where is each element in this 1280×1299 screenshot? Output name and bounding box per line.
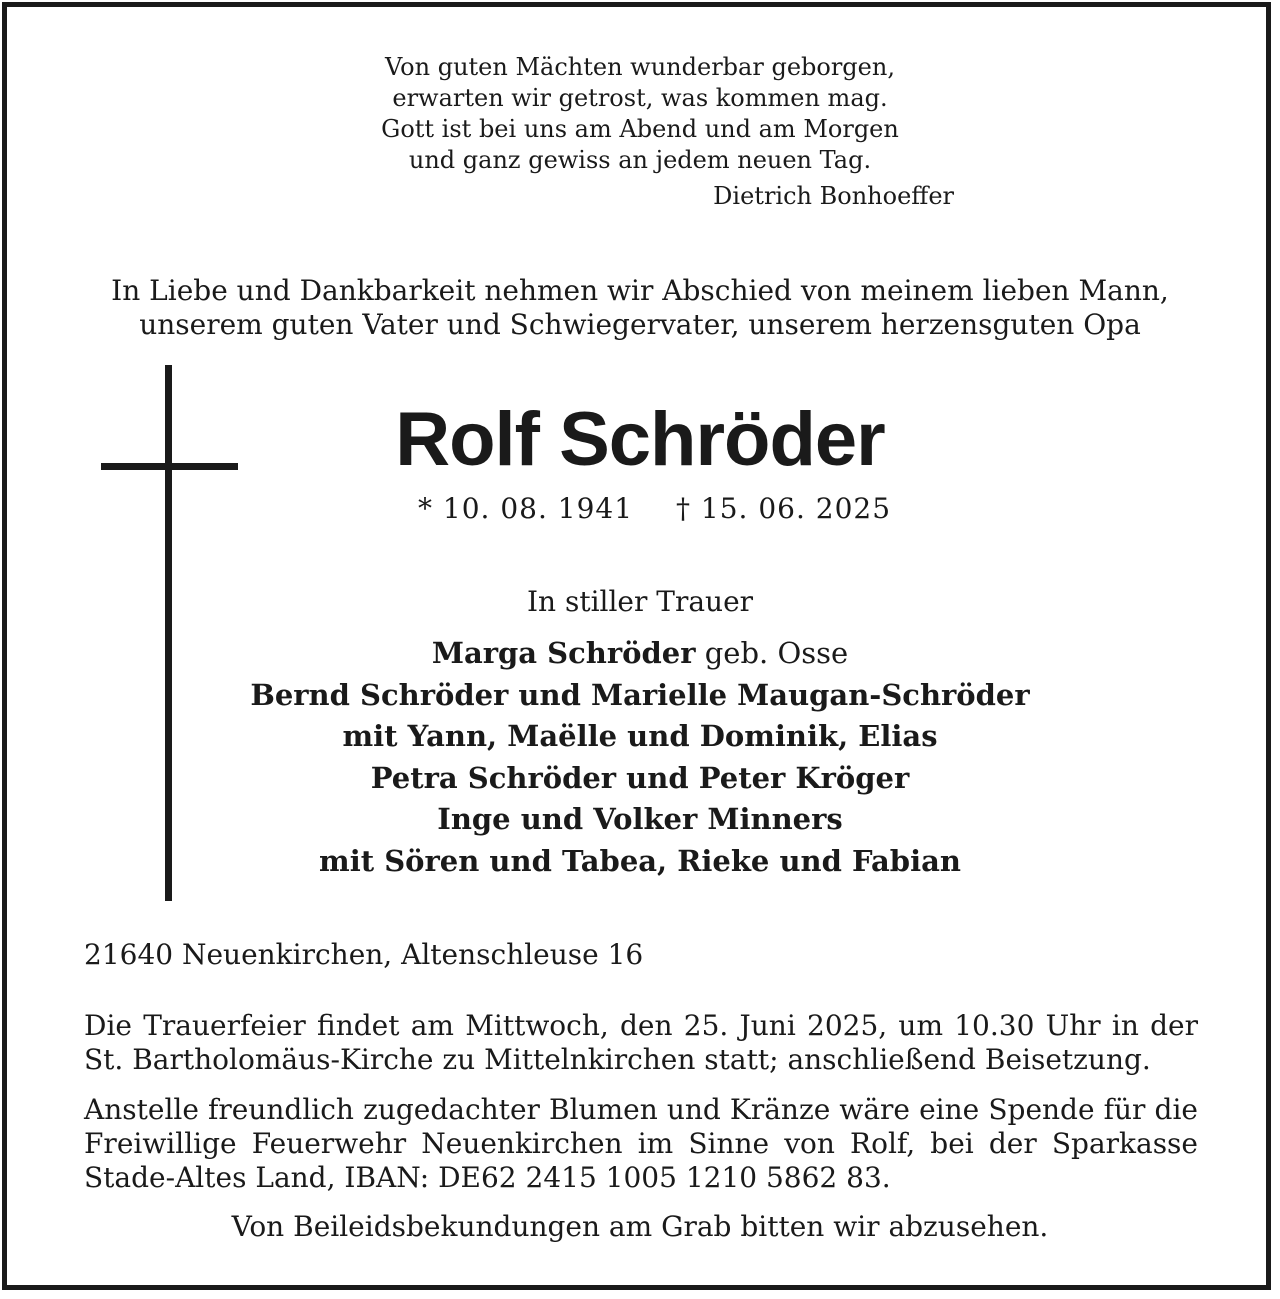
intro-line: In Liebe und Dankbarkeit nehmen wir Abschied von meinem lieben Mann,: [111, 274, 1169, 307]
poem-line: erwarten wir getrost, was kommen mag.: [392, 84, 888, 112]
family-line-text: Bernd Schröder und Marielle Maugan-Schröder: [250, 677, 1030, 712]
family-primary-suffix: geb. Osse: [695, 636, 849, 670]
family-line: [0, 841, 1280, 883]
closing-note: Von Beileidsbekundungen am Grab bitten wir abzusehen.: [231, 1210, 1049, 1243]
family-list: [0, 633, 1280, 882]
poem-line: Gott ist bei uns am Abend und am Morgen: [381, 115, 899, 143]
family-line-text: mit Yann, Maëlle und Dominik, Elias: [342, 719, 938, 753]
poem-line: und ganz gewiss an jedem neuen Tag.: [408, 146, 872, 174]
poem: [0, 52, 1280, 176]
intro-line: unserem guten Vater und Schwiegervater, unserem herzensguten Opa: [139, 308, 1141, 341]
family-line-text: Petra Schröder und Peter Kröger: [370, 760, 910, 795]
poem-line: Von guten Mächten wunderbar geborgen,: [385, 53, 895, 81]
intro-text: [0, 274, 1280, 342]
family-line: [0, 758, 1280, 800]
family-line: [0, 675, 1280, 717]
family-line: [0, 716, 1280, 758]
family-line: [0, 633, 1280, 675]
family-line-text: mit Sören und Tabea, Rieke und Fabian: [319, 843, 961, 878]
birth-date: * 10. 08. 1941: [418, 492, 634, 525]
family-line: [0, 799, 1280, 841]
family-line-text: Inge und Volker Minners: [437, 802, 843, 836]
mourning-label: In stiller Trauer: [526, 585, 754, 618]
deceased-name: Rolf Schröder: [395, 397, 885, 482]
death-date: † 15. 06. 2025: [676, 492, 892, 525]
funeral-info: Die Trauerfeier findet am Mittwoch, den 25. Juni 2025, um 10.30 Uhr in der St. Bartholomäus-Kirche zu Mittelnkirchen statt; anschließend Beisetzung.: [84, 1009, 1198, 1076]
address: 21640 Neuenkirchen, Altenschleuse 16: [84, 938, 644, 971]
donation-info: Anstelle freundlich zugedachter Blumen und Kränze wäre eine Spende für die Freiwillige Feuerwehr Neuenkirchen im Sinne von Rolf, bei der Sparkasse Stade-Altes Land, IBAN: DE62 2415 1005 1210 5862 83.: [84, 1093, 1198, 1194]
family-primary-name: Marga Schröder: [431, 636, 696, 670]
poem-author: Dietrich Bonhoeffer: [713, 182, 954, 210]
